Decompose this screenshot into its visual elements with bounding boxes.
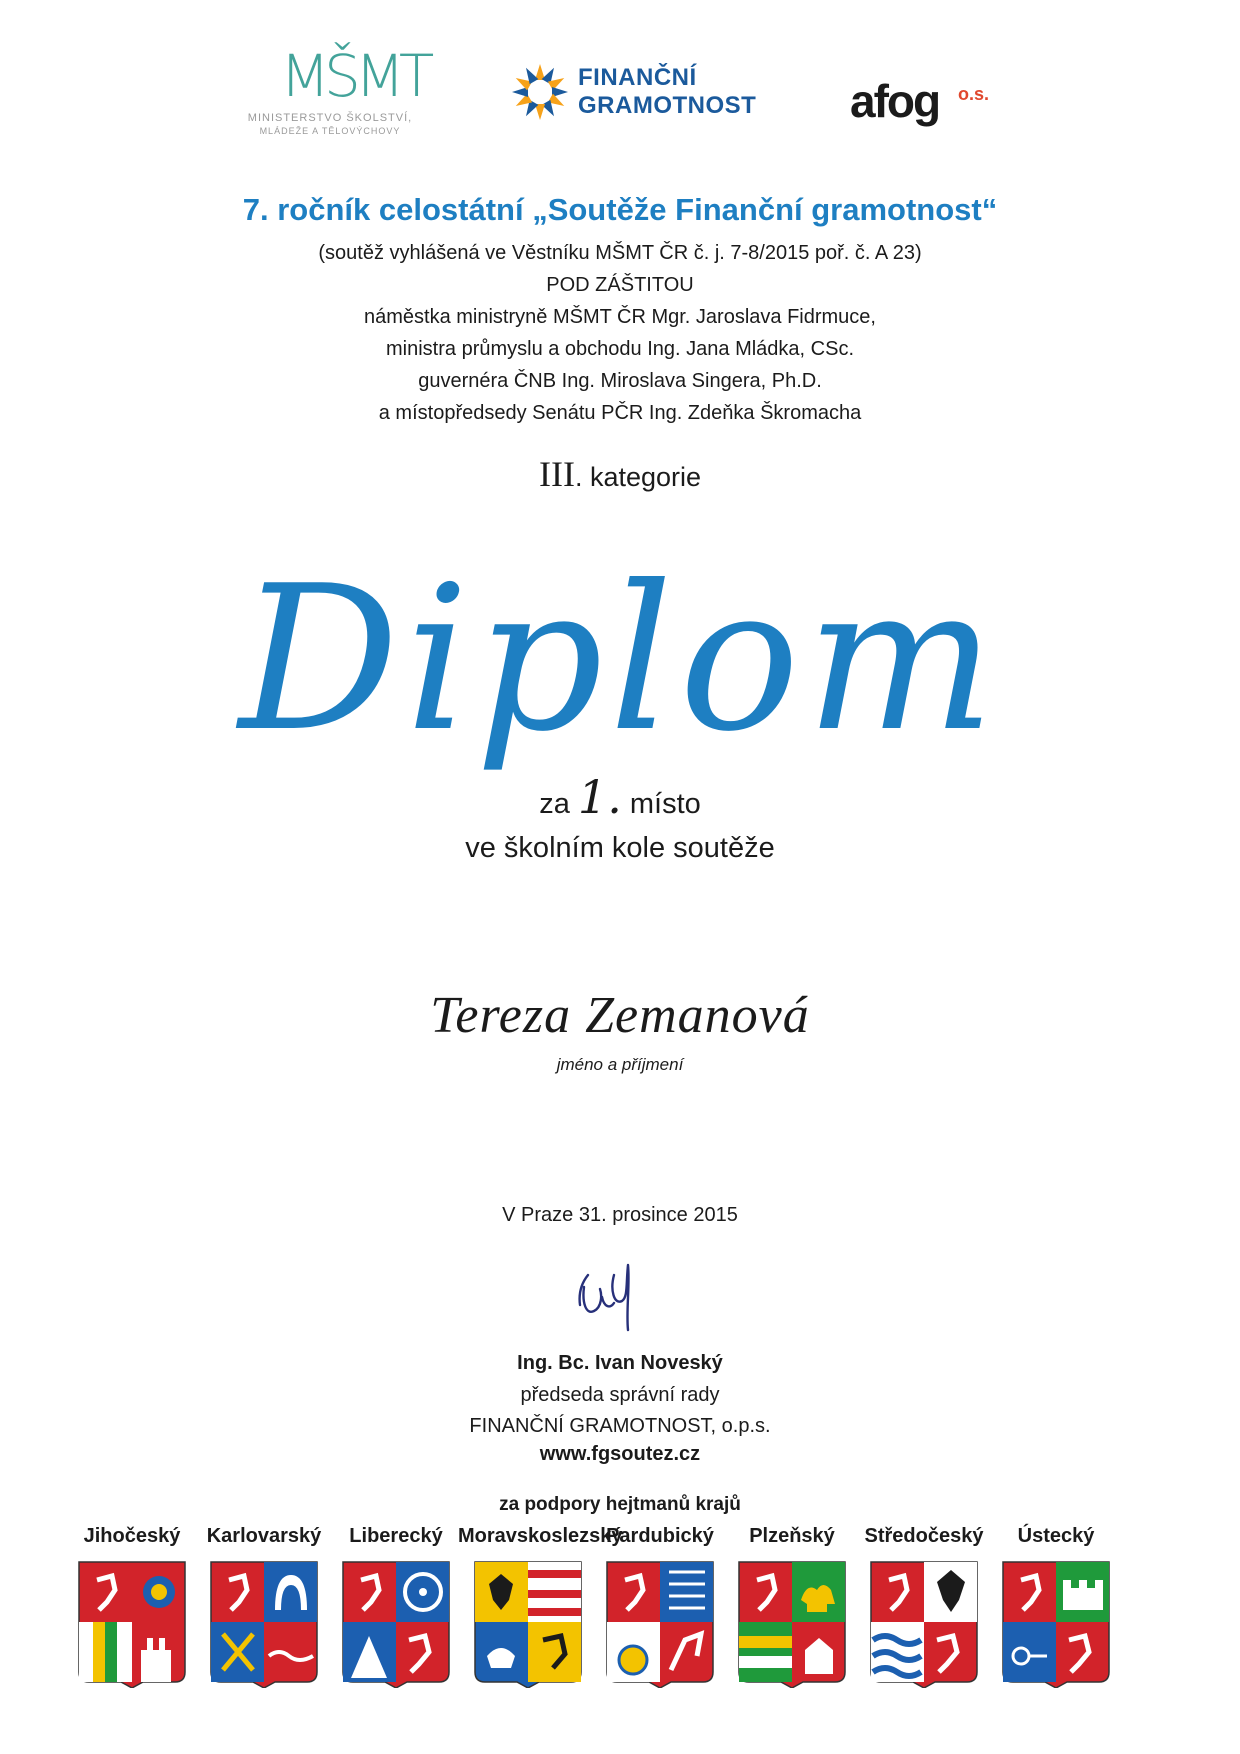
- plzensky-coat-of-arms-icon: [737, 1560, 847, 1688]
- subtitle-line-5: guvernéra ČNB Ing. Miroslava Singera, Ph.D.: [418, 370, 822, 392]
- stredocesky-coat-of-arms-icon: [869, 1560, 979, 1688]
- subtitle-line-2: POD ZÁŠTITOU: [546, 274, 694, 296]
- region-karlovarsky: [194, 1525, 334, 1688]
- region-name: Plzeňský: [749, 1525, 835, 1547]
- signer-name: Ing. Bc. Ivan Noveský: [517, 1352, 723, 1374]
- msmt-logo-caption-line1: MINISTERSTVO ŠKOLSTVÍ,: [247, 112, 413, 124]
- diploma-heading: Diplom: [238, 543, 1002, 776]
- moravskoslezsky-coat-of-arms-icon: [473, 1560, 583, 1688]
- region-name: Pardubický: [606, 1525, 714, 1547]
- placement-number: 1.: [577, 770, 622, 824]
- liberecky-coat-of-arms-icon: [341, 1560, 451, 1688]
- placement-round: ve školním kole soutěže: [465, 832, 775, 864]
- subtitle-line-6: a místopředsedy Senátu PČR Ing. Zdeňka Škromacha: [378, 402, 862, 424]
- category-roman: III: [538, 454, 575, 494]
- support-text: za podpory hejtmanů krajů: [499, 1494, 741, 1515]
- pardubicky-coat-of-arms-icon: [605, 1560, 715, 1688]
- region-stredocesky: [854, 1525, 994, 1688]
- financni-gramotnost-logo: [510, 60, 770, 130]
- region-plzensky: [722, 1525, 862, 1688]
- subtitle-line-4: ministra průmyslu a obchodu Ing. Jana Mládka, CSc.: [386, 338, 854, 360]
- region-name: Ústecký: [1017, 1525, 1095, 1547]
- msmt-logo: [230, 42, 430, 142]
- region-name: Liberecký: [349, 1525, 443, 1547]
- msmt-logo-caption-line2: MLÁDEŽE A TĚLOVÝCHOVY: [259, 126, 401, 136]
- afog-logo-name: afog: [850, 75, 940, 127]
- jihocesky-coat-of-arms-icon: [77, 1560, 187, 1688]
- subtitle-line-1: (soutěž vyhlášená ve Věstníku MŠMT ČR č. j. 7-8/2015 poř. č. A 23): [318, 242, 922, 264]
- category-label: . kategorie: [574, 462, 702, 492]
- region-ustecky: [986, 1525, 1126, 1688]
- subtitle-line-3: náměstka ministryně MŠMT ČR Mgr. Jaroslava Fidrmuce,: [364, 306, 876, 328]
- issue-date: V Praze 31. prosince 2015: [502, 1204, 738, 1226]
- region-name: Moravskoslezský: [458, 1525, 623, 1547]
- signer-role: předseda správní rady: [520, 1384, 720, 1406]
- region-name: Karlovarský: [206, 1525, 322, 1547]
- recipient-name-label: jméno a příjmení: [556, 1055, 684, 1074]
- region-pardubicky: [590, 1525, 730, 1688]
- karlovarsky-coat-of-arms-icon: [209, 1560, 319, 1688]
- placement-suffix: místo: [629, 788, 701, 820]
- placement-prefix: za: [539, 788, 570, 820]
- placement: [0, 770, 1240, 824]
- signature-image: [570, 1245, 670, 1340]
- region-name: Středočeský: [864, 1525, 984, 1547]
- recipient-name: Tereza Zemanová: [430, 987, 810, 1044]
- ustecky-coat-of-arms-icon: [1001, 1560, 1111, 1688]
- fg-logo-line1: FINANČNÍ: [578, 64, 697, 91]
- website-link[interactable]: www.fgsoutez.cz: [539, 1443, 701, 1465]
- afog-logo-suffix: o.s.: [958, 84, 990, 104]
- signer-organization: FINANČNÍ GRAMOTNOST, o.p.s.: [469, 1415, 771, 1437]
- region-name: Jihočeský: [83, 1525, 181, 1547]
- fg-logo-line2: GRAMOTNOST: [578, 92, 757, 119]
- msmt-logo-mark: MŠMT: [280, 42, 429, 110]
- region-jihocesky: [62, 1525, 202, 1688]
- region-moravskoslezsky: [458, 1525, 623, 1688]
- region-liberecky: [326, 1525, 466, 1688]
- sun-icon: [510, 62, 570, 122]
- category: [0, 453, 1240, 495]
- afog-logo: [850, 74, 1010, 134]
- competition-title: 7. ročník celostátní „Soutěže Finanční gramotnost“: [242, 192, 998, 227]
